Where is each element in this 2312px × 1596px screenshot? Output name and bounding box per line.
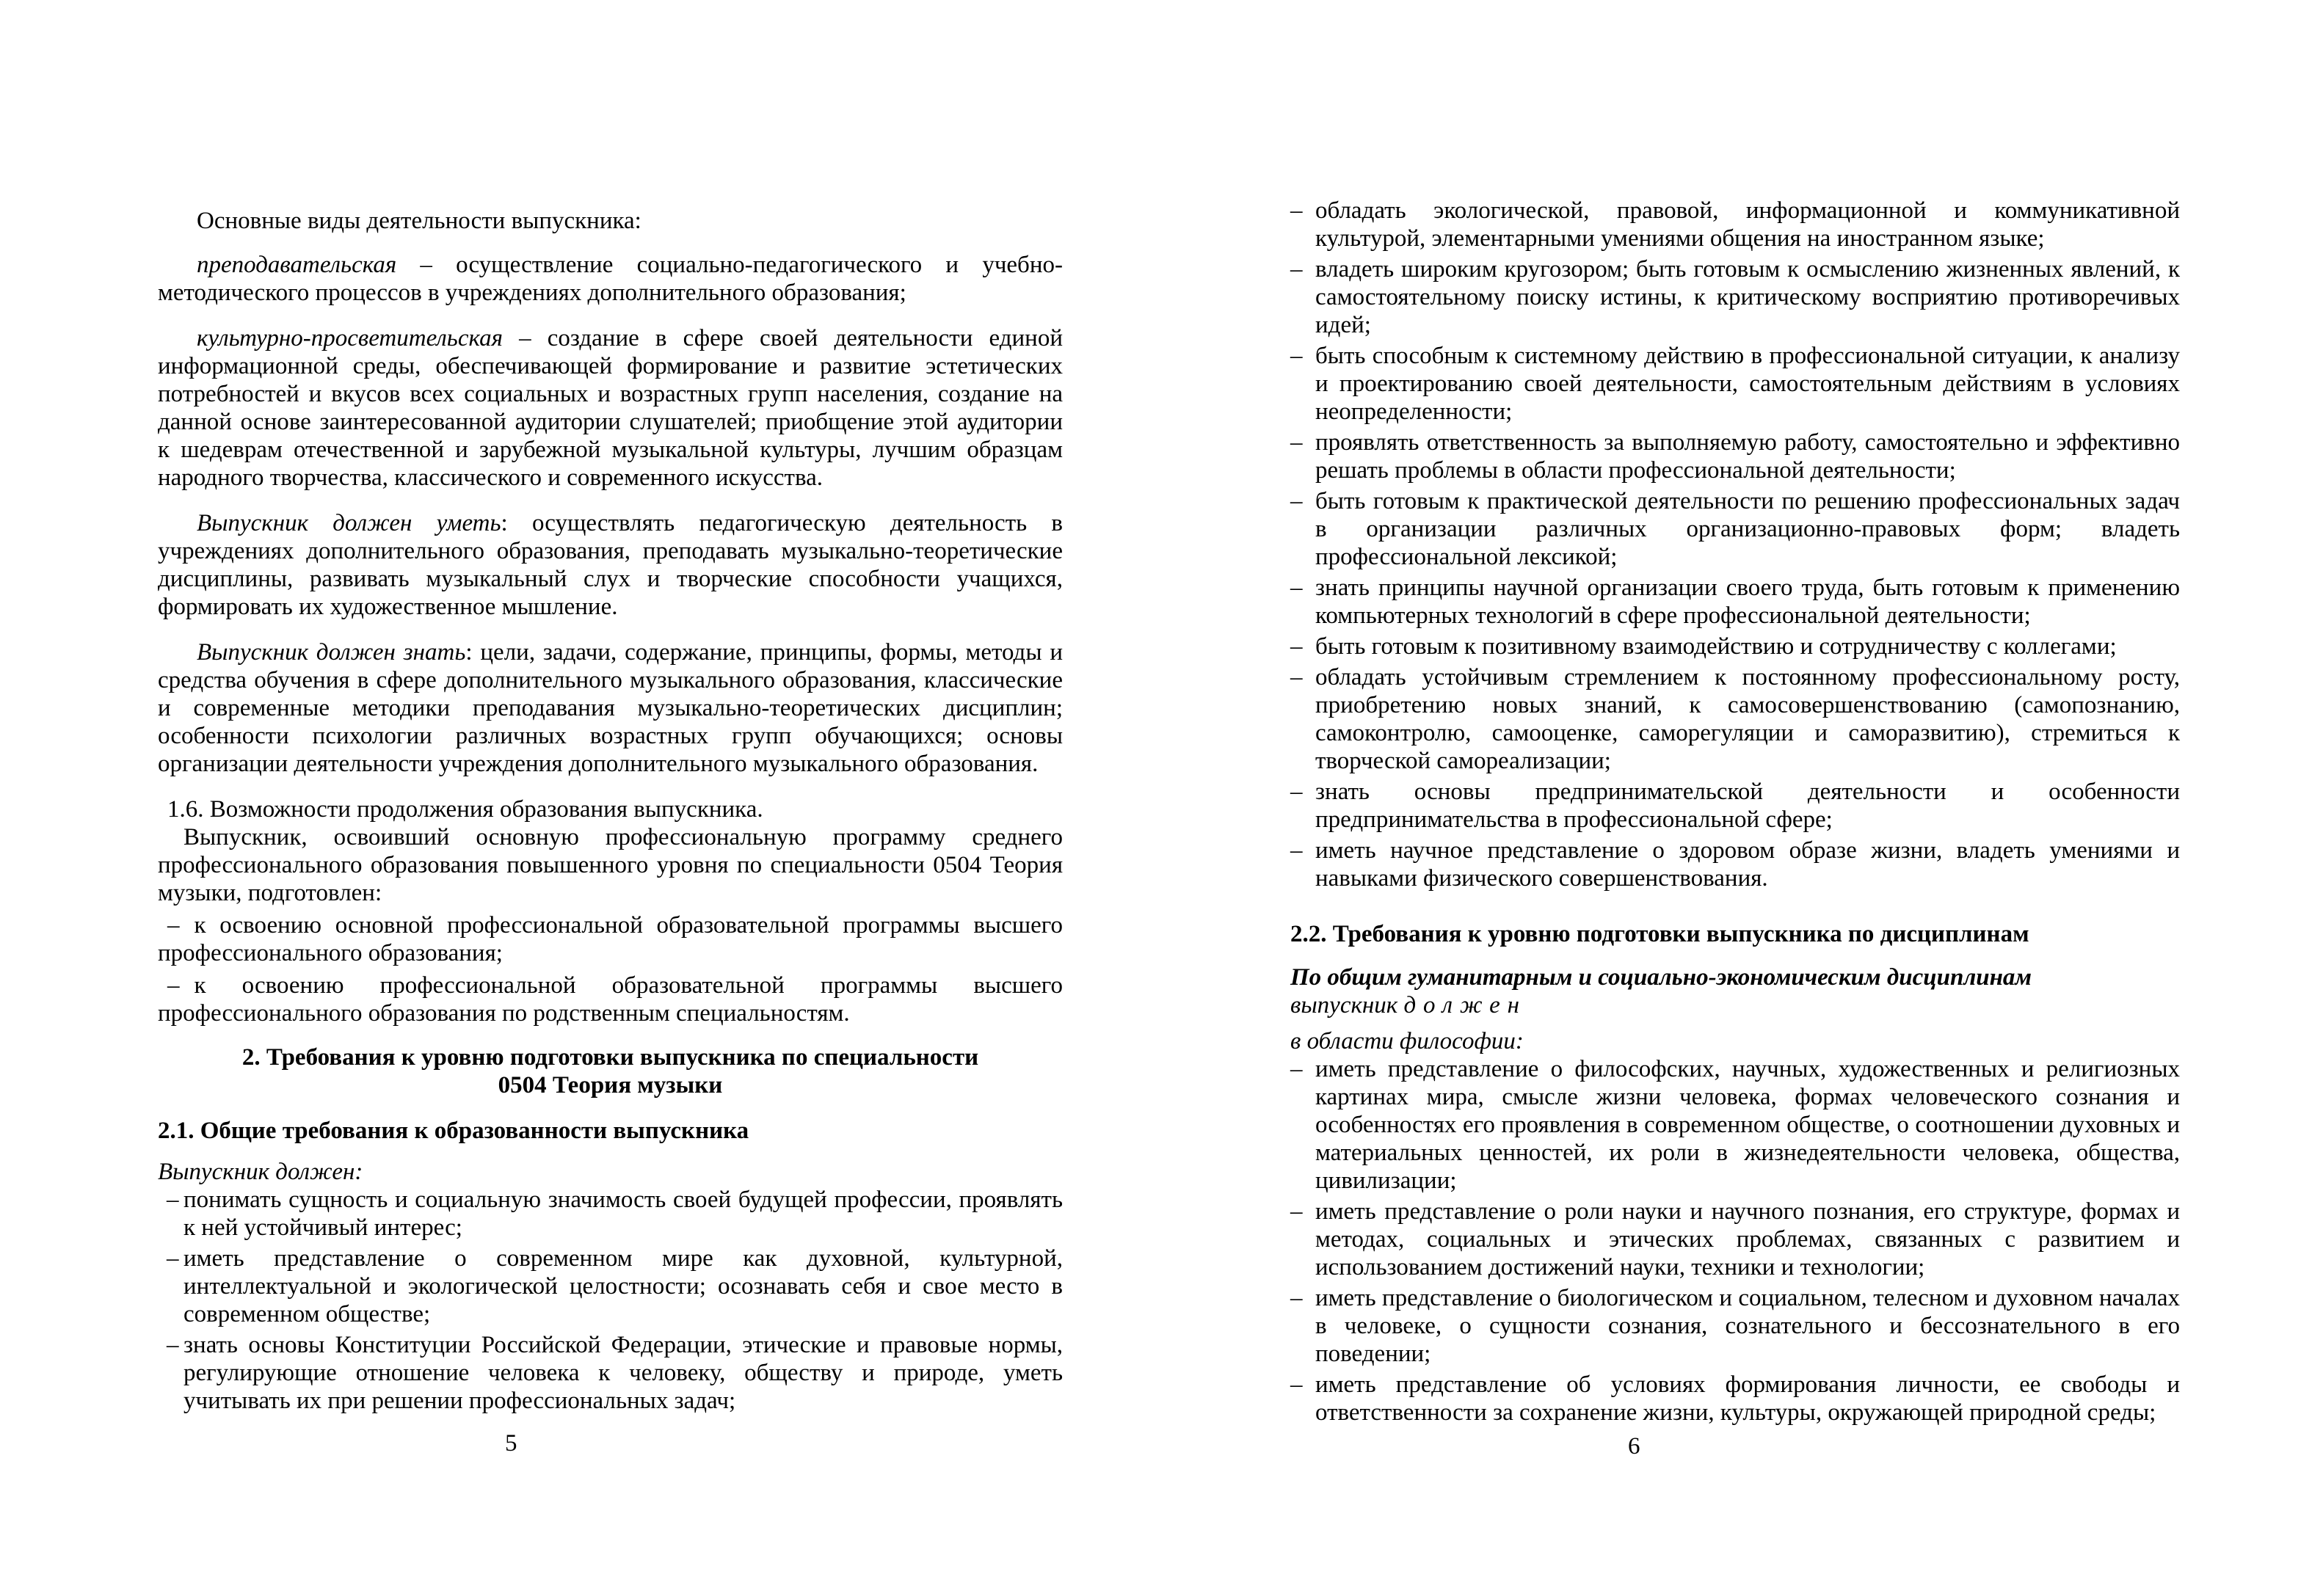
list-item-text: обладать устойчивым стремлением к постоянному профессиональному росту, приобретению новых знаний, к самосовершенствованию (самопознанию, самоконтролю, самооценке, саморегуляции и саморазвитию), стремиться к творческой самореализации; [1315,664,2180,774]
teaching-activity-text: – осуществление социально-педагогического и учебно-методического процессов в учреждениях дополнительного образования; [158,252,1063,306]
list-item [1290,778,2180,834]
prepared-item-text: к освоению профессиональной образовательной программы высшего профессионального образования по родственным специальностям. [158,972,1063,1027]
section-2-2-heading: 2.2. Требования к уровню подготовки выпускника по дисциплинам [1290,921,2029,947]
list-item [1290,837,2180,892]
dash-marker: – [1290,1056,1303,1082]
list-item-text: знать основы Конституции Российской Федерации, этические и правовые нормы, регулирующие отношение человека к человеку, обществу и природе, уметь учитывать их при решении профессиональных задач; [183,1332,1063,1414]
list-item [1290,255,2180,339]
cultural-activity-term: культурно-просветительская [197,325,503,351]
list-item [1290,487,2180,571]
list-item [1290,663,2180,775]
prepared-item-text: к освоению основной профессиональной образовательной программы высшего профессионального образования; [158,912,1063,966]
dash-marker: – [1290,197,1303,224]
section-1-6-title: 1.6. Возможности продолжения образования выпускника. [167,796,763,823]
list-item-text: иметь представление о биологическом и социальном, телесном и духовном началах в человеке, о сущности сознания, сознательного и бессознательного в его поведении; [1315,1285,2180,1367]
dash-marker: – [1290,1198,1303,1225]
intro-paragraph: Основные виды деятельности выпускника: [197,208,641,234]
section-2-heading-line1: 2. Требования к уровню подготовки выпускника по специальности [241,1044,979,1071]
list-item [1290,1055,2180,1195]
list-item [158,1331,1063,1415]
dash-marker: – [1290,575,1303,601]
graduate-able-text: : осуществлять педагогическую деятельность в учреждениях дополнительного образования, преподавать музыкально-теоретические дисциплины, развивать музыкальный слух и творческие способности учащихся, формировать их художественное мышление. [158,510,1064,620]
page-number-left: 5 [505,1430,517,1457]
area-philosophy-label: в области философии: [1290,1028,1524,1054]
dash-marker: – [167,912,180,939]
prepared-item [158,972,1063,1027]
graduate-must-lead: выпускник [1290,992,1398,1019]
list-item [1290,429,2180,484]
list-item [1290,1198,2180,1281]
philosophy-requirements-list [1290,1055,2180,1426]
page-5 [158,207,1063,1415]
list-item-text: быть готовым к практической деятельности по решению профессиональных задач в организации различных организационно-правовых форм; владеть профессиональной лексикой; [1315,488,2180,570]
graduate-must-label [1290,991,2180,1019]
graduate-know-lead: Выпускник должен знать [197,639,466,666]
graduate-must-spaced: должен [1403,992,1527,1019]
section-2-heading-line2: 0504 Теория музыки [498,1072,723,1098]
dash-marker: – [1290,664,1303,690]
list-item-text: иметь представление о роли науки и научного познания, его структуре, формах и методах, социальных и этических проблемах, связанных с развитием и использованием достижений науки, техники и технологии; [1315,1198,2180,1280]
cultural-activity-text: – создание в сфере своей деятельности единой информационной среды, обеспечивающей формирование и развитие эстетических потребностей и вкусов всех социальных и возрастных групп населения, создание на данной основе заинтересованной аудитории слушателей; приобщение этой аудитории к шедеврам отечественной и зарубежной музыкальной культуры, лучшим образцам народного творчества, классического и современного искусства. [158,325,1063,491]
dash-marker: – [167,1332,179,1358]
dash-marker: – [1290,633,1303,660]
list-item-text: иметь представление о философских, научных, художественных и религиозных картинах мира, смысле жизни человека, формах человеческого сознания и особенностях его проявления в современном обществе, о соотношении духовных и материальных ценностей, их роли в жизнедеятельности человека, общества, цивилизации; [1315,1056,2180,1194]
list-item-text: знать принципы научной организации своего труда, быть готовым к применению компьютерных технологий в сфере профессиональной деятельности; [1315,575,2180,629]
list-item [1290,633,2180,660]
dash-marker: – [1290,837,1303,864]
graduate-know-text: : цели, задачи, содержание, принципы, формы, методы и средства обучения в сфере дополнительного музыкального образования, классические и современные методики преподавания музыкально-теоретических дисциплин; особенности психологии различных возрастных групп обучающихся; основы организации деятельности учреждения дополнительного музыкального образования. [158,639,1063,777]
dash-marker: – [1290,343,1303,369]
list-item [1290,342,2180,426]
disciplines-group-heading: По общим гуманитарным и социально-экономическим дисциплинам [1290,964,2032,991]
general-requirements-list [158,1186,1063,1415]
list-item-text: проявлять ответственность за выполняемую работу, самостоятельно и эффективно решать проблемы в области профессиональной деятельности; [1315,429,2180,484]
page-6 [1290,197,2180,1426]
dash-marker: – [1290,779,1303,805]
cultural-activity-paragraph [158,324,1063,492]
dash-marker: – [167,972,180,999]
dash-marker: – [167,1245,179,1272]
list-item-text: иметь представление об условиях формирования личности, ее свободы и ответственности за сохранение жизни, культуры, окружающей природной среды; [1315,1371,2180,1426]
dash-marker: – [1290,429,1303,456]
dash-marker: – [1290,1371,1303,1398]
list-item-text: обладать экологической, правовой, информационной и коммуникативной культурой, элементарными умениями общения на иностранном языке; [1315,197,2180,252]
dash-marker: – [1290,488,1303,514]
graduate-able-lead: Выпускник должен уметь [197,510,501,536]
general-requirements-continued-list [1290,197,2180,892]
graduate-must-label: Выпускник должен: [158,1159,363,1185]
prepared-item [158,911,1063,967]
list-item [1290,1371,2180,1426]
dash-marker: – [167,1187,179,1213]
graduate-know-paragraph [158,638,1063,778]
list-item [1290,1284,2180,1368]
list-item-text: быть способным к системному действию в профессиональной ситуации, к анализу и проектированию своей деятельности, самостоятельным действиям в условиях неопределенности; [1315,343,2180,425]
list-item-text: иметь научное представление о здоровом образе жизни, владеть умениями и навыками физического совершенствования. [1315,837,2180,892]
page-number-right: 6 [1628,1433,1640,1460]
list-item-text: знать основы предпринимательской деятельности и особенности предпринимательства в профессиональной сфере; [1315,779,2180,833]
list-item [1290,197,2180,252]
list-item [158,1186,1063,1242]
list-item-text: владеть широким кругозором; быть готовым к осмыслению жизненных явлений, к самостоятельному поиску истины, к критическому восприятию противоречивых идей; [1315,256,2180,338]
dash-marker: – [1290,1285,1303,1311]
dash-marker: – [1290,256,1303,283]
list-item [158,1245,1063,1328]
graduate-able-paragraph [158,509,1063,621]
section-2-1-heading: 2.1. Общие требования к образованности выпускника [158,1118,749,1144]
prepared-intro-paragraph: Выпускник, освоивший основную профессиональную программу среднего профессионального образования повышенного уровня по специальности 0504 Теория музыки, подготовлен: [158,824,1063,906]
list-item [1290,574,2180,630]
teaching-activity-term: преподавательская [197,252,397,278]
list-item-text: понимать сущность и социальную значимость своей будущей профессии, проявлять к ней устойчивый интерес; [183,1187,1063,1241]
list-item-text: быть готовым к позитивному взаимодействию и сотрудничеству с коллегами; [1315,633,2117,660]
teaching-activity-paragraph [158,251,1063,307]
list-item-text: иметь представление о современном мире как духовной, культурной, интеллектуальной и экологической целостности; осознавать себя и свое место в современном обществе; [183,1245,1063,1327]
